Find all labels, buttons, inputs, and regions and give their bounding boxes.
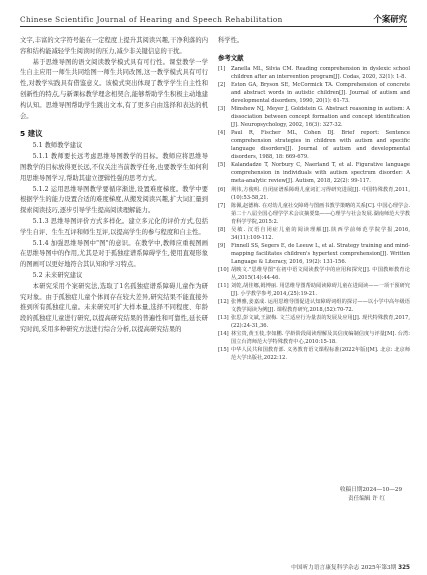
section-5-1-2: 5.1.2 运用思维导图教学要循序渐进,设置难度梯度。教学中要根据学生的能力设置合适的难度梯度,从搬发阅读兴趣,扩大词汇量到探索阅读技巧,逐步引导学生提高阅读理解能力。: [20, 185, 208, 215]
reference-number: [1]: [218, 65, 226, 72]
reference-text: 林宝贵,黄玉枝,李如鹏. 学龄阶段阅读理解及其信度编制信度与评量[M]. 台湾:国立台湾师范大学特殊教育中心,2010:15-18.: [231, 331, 410, 346]
section-5-2-paragraph: 本研究采用个案研究法,选取了1名孤独症谱系障碍儿童作为研究对象。由于孤独症儿童个体间存在较大差异,研究结果不能直接外推到所有孤独症儿童。未来研究可扩大样本量,选择不同程度、年龄段的孤独症儿童进行研究,以提高研究结果的普遍性和可靠性,延长研究时间,采用多种研究方法进行综合分析,以提高研究结果的: [20, 282, 208, 333]
reference-item: [218, 242, 410, 266]
section-5-heading: 5 建议: [20, 129, 43, 139]
reference-item: [218, 186, 410, 202]
reference-text: 张博雅,姜嘉成. 运用思维导图促进认知障碍词组的探讨——以小学中高年级语文教学阅读为例[J]. 课程教育研究,2018,(52):70-72.: [231, 299, 410, 314]
reference-item: [218, 129, 410, 161]
reference-text: 张思,彭文斌,王淑梅. 文兰适应行为量表的发展及应用[J]. 现代特殊教育,2017,(22):24-31,36.: [231, 315, 410, 330]
section-tag: 个案研究: [373, 14, 407, 24]
reference-item: [218, 314, 410, 330]
reference-number: [6]: [218, 186, 226, 193]
article-meta: [340, 486, 402, 503]
section-5-1-3: 5.1.3 思维导图评价方式多样化。建立多元化的评价方式,包括学生自评、生生互评和师生互评,以提高学生的参与程度和自主性。: [20, 217, 208, 236]
intro-paragraph-1: 文字,丰富的文字符号能在一定程度上提升其阅读兴趣,干净利落的内容和结构能减轻学生阅读时的压力,减少非关键信息的干扰。: [20, 37, 208, 55]
page-number: 325: [398, 565, 410, 571]
references-heading: 参考文献: [218, 53, 244, 62]
section-5-2-heading: 5.2 未来研究建议: [32, 271, 83, 279]
reference-text: Paul R, Fischer ML, Cohen DJ. Brief report: Sentence comprehension strategies in children with autism and specific language disorders[J]. Journal of autism and developmental disorders, 1988, 18: 669-679.: [231, 130, 410, 161]
reference-item: [218, 65, 410, 81]
reference-item: [218, 202, 410, 226]
footer-journal: 中国听力语言康复科学杂志: [291, 565, 360, 571]
reference-number: [10]: [218, 266, 229, 273]
reference-number: [14]: [218, 331, 229, 338]
continuation-text: 科学性。: [218, 37, 244, 44]
reference-text: 刘乾,胡佳娜,姆博丽. 用思维导图帮助阅读障碍儿童在进阅读——一项干预研究[J]. 小学教学参考,2014,(25):19-21.: [231, 283, 410, 298]
reference-item: [218, 346, 410, 362]
reference-text: Finnell SS, Segers E, de Leeuw L, et al. Strategy training and mind-mapping facilitates children's hypertext comprehension[J]. Written Language & Literacy, 2016, 19(2): 131-156.: [231, 242, 410, 265]
reference-number: [9]: [218, 242, 226, 249]
reference-text: 中华人民共和国教育部. 义务教育语文课程标准(2022年版)[M]. 北京: 北京师范大学出版社,2022:12.: [231, 347, 410, 362]
reference-text: Zanella ML, Silvia CM. Reading comprehension in dyslexic school children after an intervention program[J]. Codas, 2020, 32(1): 1-8.: [231, 65, 410, 80]
reference-item: [218, 81, 410, 105]
reference-item: [218, 266, 410, 282]
running-header: [20, 10, 407, 27]
reference-number: [7]: [218, 202, 226, 209]
reference-number: [12]: [218, 299, 229, 306]
left-column: [20, 36, 208, 336]
reference-item: [218, 330, 410, 346]
right-column: [218, 36, 410, 363]
reference-text: Kalandadze T, Norbury C, Naerland T, et al. Figurative language comprehension in individuals with autism spectrum disorder: A meta-analytic review[J]. Autism, 2018, 22(2): 99-117.: [231, 162, 410, 185]
reference-item: [218, 282, 410, 298]
reference-item: [218, 105, 410, 129]
reference-item: [218, 161, 410, 185]
page-footer: [291, 562, 410, 571]
reference-list: [218, 65, 410, 363]
reference-number: [8]: [218, 226, 226, 233]
reference-number: [13]: [218, 315, 229, 322]
responsible-editor: 责任编辑 许 红: [348, 495, 386, 502]
reference-item: [218, 298, 410, 314]
reference-text: Minshew NJ, Meyer J, Goldstein G. Abstract reasoning in autism: A dissociation between concept formation and concept identification [J]. Neuropsychology, 2002, 16(3): 327-32.: [231, 106, 410, 129]
reference-text: 吴敏. 汉语自闭症儿童的阅读理解[J].陕西学前师范学院学报,2016, 34(11):109-112.: [231, 226, 410, 241]
section-5-1-heading: 5.1 教师教学建议: [32, 142, 83, 150]
reference-text: Eston GA, Bryson SE, McCormick TA. Comprehension of concrete and abstract words in autistic children[J]. Journal of autism and developmental disorders, 1990, 20(1): 61-73.: [231, 81, 410, 104]
reference-number: [2]: [218, 81, 226, 88]
received-date: 收稿日期2024—10—29: [340, 487, 403, 493]
reference-text: 陈佩,赵德梅. 在对幼儿童社交障碍与图画书教学策略的关系[C]. 中国心理学会.第二十八届全国心理学学术会议摘要集——心理学与社会发展.湖南师范大学教育科学学院,2015:2.: [231, 202, 410, 225]
section-5-1-1: 5.1.1 教师要长远考虑思维导图教学的目标。教师应将思维导图教学的目标放得更长远,不仅关注当前教学任务,也要教学生如何利用思维导图学习,帮助其建立逻辑性强的思考方式。: [20, 153, 208, 182]
reference-text: 荆伟,方俊明. 自闭症谱系障碍儿童词汇习得研究进展[J]. 中国特殊教育,2011,(10):53-58,21.: [231, 186, 410, 201]
journal-title: Chinese Scientific Journal of Hearing and Speech Rehabilitation: [20, 15, 283, 24]
reference-number: [3]: [218, 106, 226, 113]
reference-item: [218, 226, 410, 242]
intro-paragraph-2: 基于思维导图的语文阅读教学模式具有可行性。课堂教学一学生自主应用一师生共同绘图一师生共同改图,这一教学模式具有可行性,对教学实践具有借鉴意义。该模式突出体现了教学学生自主性和创新性的特点,与新课标教学理念相契合,能够帮助学生积极主动地建构认知。思维导图帮助学生跳出文本,有了更多自由选择和表达的机会。: [20, 58, 208, 120]
reference-number: [15]: [218, 347, 229, 354]
reference-number: [11]: [218, 283, 229, 290]
reference-number: [5]: [218, 162, 226, 169]
footer-issue: 2025年第3期: [361, 565, 397, 571]
section-5-1-4: 5.1.4 加强思维导图中"图"的意识。在教学中,教师应重视图画在思维导图中的作用,尤其是对于孤独症谱系障碍学生,使用直观形象的图画可以更好地符合其认知和学习特点。: [20, 239, 208, 269]
reference-number: [4]: [218, 130, 226, 137]
reference-text: 胡映文."思维导图"在初中语文阅读教学中的应用和探究[J]. 中国教师教育论丛,2015(14):44-46.: [231, 266, 410, 282]
